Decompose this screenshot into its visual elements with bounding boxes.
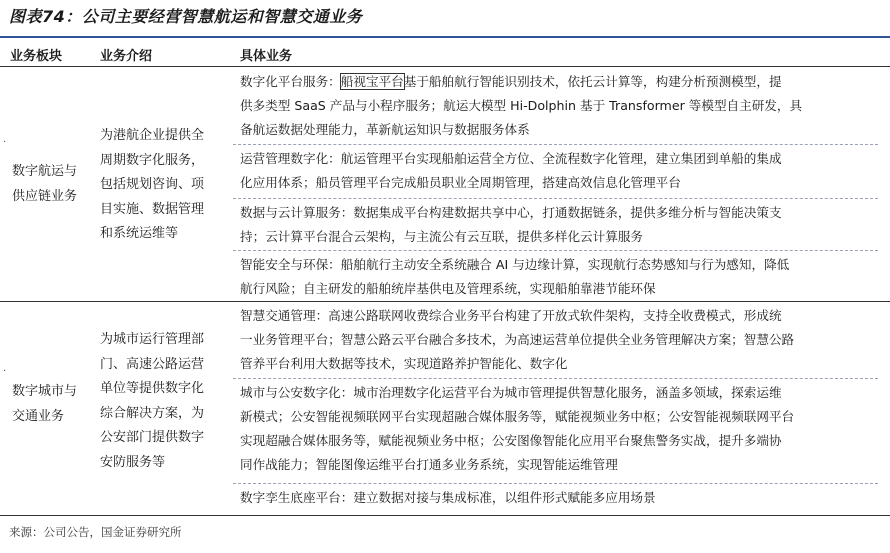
segment-intro: 为城市运行管理部 门、高速公路运营 单位等提供数字化 综合解决方案，为 公安部门提供数字 安防服务等	[100, 332, 205, 470]
row-marker-icon: ·	[3, 366, 7, 377]
segment-label: 数字航运与 供应链业务	[12, 164, 78, 204]
table-bottom-rule	[0, 515, 890, 516]
business-item: 城市与公安数字化：城市治理数字化运营平台为城市管理提供智慧化服务，涵盖多领域，探索运维 新模式；公安智能视频联网平台实现超融合媒体服务等，赋能视频业务中枢；公安智能视频联网平台 实现超融合媒体服务等，赋能视频业务中枢；公安图像智能化应用平台聚焦警务实战，提升多端协 同作战能力；智能图像运维平台打通多业务系统，实现智能运维管理	[240, 385, 795, 472]
business-item: 运营管理数字化：航运管理平台实现船舶运营全方位、全流程数字化管理，建立集团到单船的集成 化应用体系；船员管理平台完成船员职业全周期管理，搭建高效信息化管理平台	[240, 151, 782, 190]
source-note: 来源：公司公告，国金证券研究所	[9, 525, 182, 539]
header-segment: 业务板块	[10, 49, 63, 64]
row-marker-icon: ·	[3, 137, 7, 148]
table-header	[0, 38, 890, 67]
business-item: 数字孪生底座平台：建立数据对接与集成标准，以组件形式赋能多应用场景	[240, 490, 656, 505]
business-item	[240, 70, 880, 142]
segment-intro: 为港航企业提供全 周期数字化服务， 包括规划咨询、项 目实施、数据管理 和系统运维等	[100, 128, 205, 241]
highlighted-platform: 船视宝平台	[340, 74, 404, 89]
segment-label: 数字城市与 交通业务	[12, 384, 78, 424]
page-title: 图表74：公司主要经营智慧航运和智慧交通业务	[9, 7, 363, 26]
business-item: 数据与云计算服务：数据集成平台构建数据共享中心，打通数据链条，提供多维分析与智能决策支 持；云计算平台混合云架构，与主流公有云互联，提供多样化云计算服务	[240, 205, 782, 244]
business-item-prefix: 数字化平台服务：	[240, 74, 341, 89]
row-divider	[233, 250, 878, 251]
group-divider	[0, 301, 890, 302]
row-divider	[233, 144, 878, 145]
business-item: 智能安全与环保：船舶航行主动安全系统融合 AI 与边缘计算，实现航行态势感知与行为感知，降低 航行风险；自主研发的船舶统岸基供电及管理系统，实现船舶靠港节能环保	[240, 257, 790, 296]
header-business: 具体业务	[240, 49, 293, 64]
business-item: 智慧交通管理：高速公路联网收费综合业务平台构建了开放式软件架构，支持全收费模式，形成统 一业务管理平台；智慧公路云平台融合多技术，为高速运营单位提供全业务管理解决方案；智慧公路 管养平台利用大数据等技术，实现道路养护智能化、数字化	[240, 308, 795, 371]
row-divider	[233, 198, 878, 199]
header-intro: 业务介绍	[100, 49, 153, 64]
row-divider	[233, 483, 878, 484]
row-divider	[233, 378, 878, 379]
business-item-rest: 基于船舶航行智能识别技术，依托云计算等，构建分析预测模型，提 供多类型 SaaS 产品与小程序服务；航运大模型 Hi-Dolphin 基于 Transformer 等模型自主研发，具 备航运数据处理能力，革新航运知识与数据服务体系	[240, 74, 803, 137]
